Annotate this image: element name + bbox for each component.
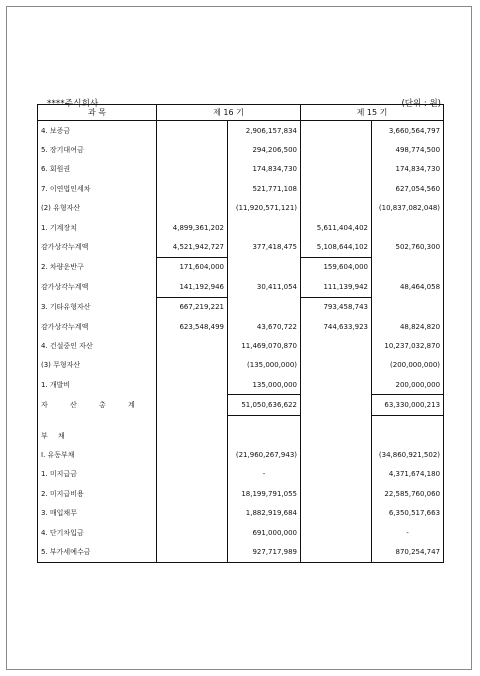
row-p15-detail [301, 356, 372, 375]
row-item [38, 415, 157, 426]
row-p15-detail [301, 160, 372, 179]
row-p16-amount: 30,411,054 [228, 277, 301, 297]
row-p16-amount: (21,960,267,943) [228, 445, 301, 464]
row-p16-amount: 135,000,000 [228, 375, 301, 395]
table-row [38, 140, 444, 159]
row-p15-detail [301, 140, 372, 159]
table-row [38, 199, 444, 218]
row-p15-detail [301, 484, 372, 503]
row-p15-detail [301, 395, 372, 415]
row-p15-detail [301, 375, 372, 395]
row-p15-detail [301, 426, 372, 445]
row-p15-amount: 870,254,747 [372, 542, 444, 562]
row-p16-detail [157, 179, 228, 198]
row-p15-amount: 4,371,674,180 [372, 465, 444, 484]
row-p16-amount: 521,771,108 [228, 179, 301, 198]
spacer-row [38, 415, 444, 426]
row-p16-detail [157, 465, 228, 484]
row-p15-amount: 48,464,058 [372, 277, 444, 297]
row-p16-detail [157, 426, 228, 445]
row-p16-detail [157, 121, 228, 141]
row-item: 5. 장기대여금 [38, 140, 157, 159]
row-p16-amount: 18,199,791,055 [228, 484, 301, 503]
row-p16-detail [157, 445, 228, 464]
row-p16-amount: 1,882,919,684 [228, 503, 301, 522]
row-p15-detail [301, 523, 372, 542]
row-p16-detail [157, 336, 228, 355]
table-row [38, 445, 444, 464]
row-p15-detail [301, 542, 372, 562]
row-p15-amount [372, 415, 444, 426]
row-p16-amount: 377,418,475 [228, 237, 301, 257]
row-p16-detail [157, 542, 228, 562]
row-p15-detail: 111,139,942 [301, 277, 372, 297]
row-item: 7. 이연법인세차 [38, 179, 157, 198]
column-header-period-16: 제 16 기 [157, 105, 301, 121]
table-row [38, 277, 444, 297]
row-item: I. 유동부채 [38, 445, 157, 464]
row-item: 3. 매입채무 [38, 503, 157, 522]
row-p16-detail [157, 356, 228, 375]
row-p15-detail [301, 336, 372, 355]
row-p15-amount: 6,350,517,663 [372, 503, 444, 522]
row-p16-detail: 4,521,942,727 [157, 237, 228, 257]
row-p16-amount: 11,469,070,870 [228, 336, 301, 355]
row-p15-detail [301, 445, 372, 464]
row-p15-detail: 793,458,743 [301, 297, 372, 317]
table-row [38, 336, 444, 355]
row-p15-detail [301, 465, 372, 484]
row-p15-amount: 502,760,300 [372, 237, 444, 257]
row-p16-detail: 623,548,499 [157, 317, 228, 336]
table-row [38, 179, 444, 198]
row-p16-detail: 171,604,000 [157, 257, 228, 277]
row-p16-amount [228, 218, 301, 237]
total-assets-row [38, 395, 444, 415]
row-p15-amount [372, 218, 444, 237]
row-item: 감가상각누계액 [38, 237, 157, 257]
table-row [38, 503, 444, 522]
row-p16-amount [228, 297, 301, 317]
row-p16-amount: 927,717,989 [228, 542, 301, 562]
row-p16-detail [157, 523, 228, 542]
table-row [38, 121, 444, 141]
row-p15-amount: 48,824,820 [372, 317, 444, 336]
table-row [38, 484, 444, 503]
row-item: 자 산 총 계 [38, 395, 157, 415]
section-heading: 부 채 [38, 426, 157, 445]
row-item: 감가상각누계액 [38, 317, 157, 336]
column-header-period-15: 제 15 기 [301, 105, 444, 121]
company-name: ****주식회사 [47, 99, 99, 109]
row-p15-amount: 627,054,560 [372, 179, 444, 198]
row-item: 1. 개발비 [38, 375, 157, 395]
row-p16-detail [157, 415, 228, 426]
row-p15-detail [301, 503, 372, 522]
row-p16-detail [157, 140, 228, 159]
row-item: 4. 보증금 [38, 121, 157, 141]
row-p16-detail [157, 484, 228, 503]
table-row [38, 237, 444, 257]
row-p15-amount: 498,774,500 [372, 140, 444, 159]
row-p15-amount [372, 297, 444, 317]
row-p15-detail: 5,108,644,102 [301, 237, 372, 257]
row-p15-detail [301, 415, 372, 426]
row-p15-amount: 63,330,000,213 [372, 395, 444, 415]
row-p15-amount: (34,860,921,502) [372, 445, 444, 464]
row-p16-amount: (11,920,571,121) [228, 199, 301, 218]
row-p16-amount [228, 257, 301, 277]
row-item: 4. 건설중인 자산 [38, 336, 157, 355]
table-header-row [38, 105, 444, 121]
balance-sheet-table [37, 104, 444, 563]
row-p15-amount: (10,837,082,048) [372, 199, 444, 218]
row-p16-detail: 667,219,221 [157, 297, 228, 317]
row-item: 2. 차량운반구 [38, 257, 157, 277]
row-p15-detail: 159,604,000 [301, 257, 372, 277]
column-header-item: 과 목 [38, 105, 157, 121]
row-p15-detail [301, 179, 372, 198]
table-row [38, 160, 444, 179]
row-p15-amount: - [372, 523, 444, 542]
row-p16-amount: 174,834,730 [228, 160, 301, 179]
row-p15-amount [372, 426, 444, 445]
row-item: 3. 기타유형자산 [38, 297, 157, 317]
row-p16-amount: - [228, 465, 301, 484]
row-p16-detail: 4,899,361,202 [157, 218, 228, 237]
row-p16-detail [157, 503, 228, 522]
table-row [38, 317, 444, 336]
row-p15-amount: 200,000,000 [372, 375, 444, 395]
row-p16-amount: 691,000,000 [228, 523, 301, 542]
row-p15-detail [301, 199, 372, 218]
row-p16-detail [157, 160, 228, 179]
row-p16-amount [228, 415, 301, 426]
row-p15-detail: 744,633,923 [301, 317, 372, 336]
row-item: 감가상각누계액 [38, 277, 157, 297]
row-p15-amount: 10,237,032,870 [372, 336, 444, 355]
row-item: 5. 부가세예수금 [38, 542, 157, 562]
row-p15-amount: 174,834,730 [372, 160, 444, 179]
table-row [38, 356, 444, 375]
row-p16-amount: 294,206,500 [228, 140, 301, 159]
liabilities-section-row [38, 426, 444, 445]
row-item: 1. 기계장치 [38, 218, 157, 237]
row-p16-detail [157, 395, 228, 415]
row-item: 1. 미지급금 [38, 465, 157, 484]
table-row [38, 218, 444, 237]
row-p15-amount: 3,660,564,797 [372, 121, 444, 141]
row-p15-detail: 5,611,404,402 [301, 218, 372, 237]
row-p16-detail [157, 375, 228, 395]
unit-label: (단위 : 원) [401, 99, 441, 109]
row-p16-amount: 51,050,636,622 [228, 395, 301, 415]
row-p16-amount [228, 426, 301, 445]
row-p16-amount: 43,670,722 [228, 317, 301, 336]
row-p15-amount: (200,000,000) [372, 356, 444, 375]
table-row [38, 375, 444, 395]
row-item: 4. 단기차입금 [38, 523, 157, 542]
row-p15-amount: 22,585,760,060 [372, 484, 444, 503]
row-p16-detail: 141,192,946 [157, 277, 228, 297]
row-p15-detail [301, 121, 372, 141]
row-p16-detail [157, 199, 228, 218]
table-row [38, 465, 444, 484]
row-item: (3) 무형자산 [38, 356, 157, 375]
row-p16-amount: (135,000,000) [228, 356, 301, 375]
row-item: 2. 미지급비용 [38, 484, 157, 503]
row-p16-amount: 2,906,157,834 [228, 121, 301, 141]
table-row [38, 297, 444, 317]
row-item: (2) 유형자산 [38, 199, 157, 218]
table-row [38, 523, 444, 542]
table-row [38, 542, 444, 562]
table-row [38, 257, 444, 277]
row-item: 6. 회원권 [38, 160, 157, 179]
row-p15-amount [372, 257, 444, 277]
